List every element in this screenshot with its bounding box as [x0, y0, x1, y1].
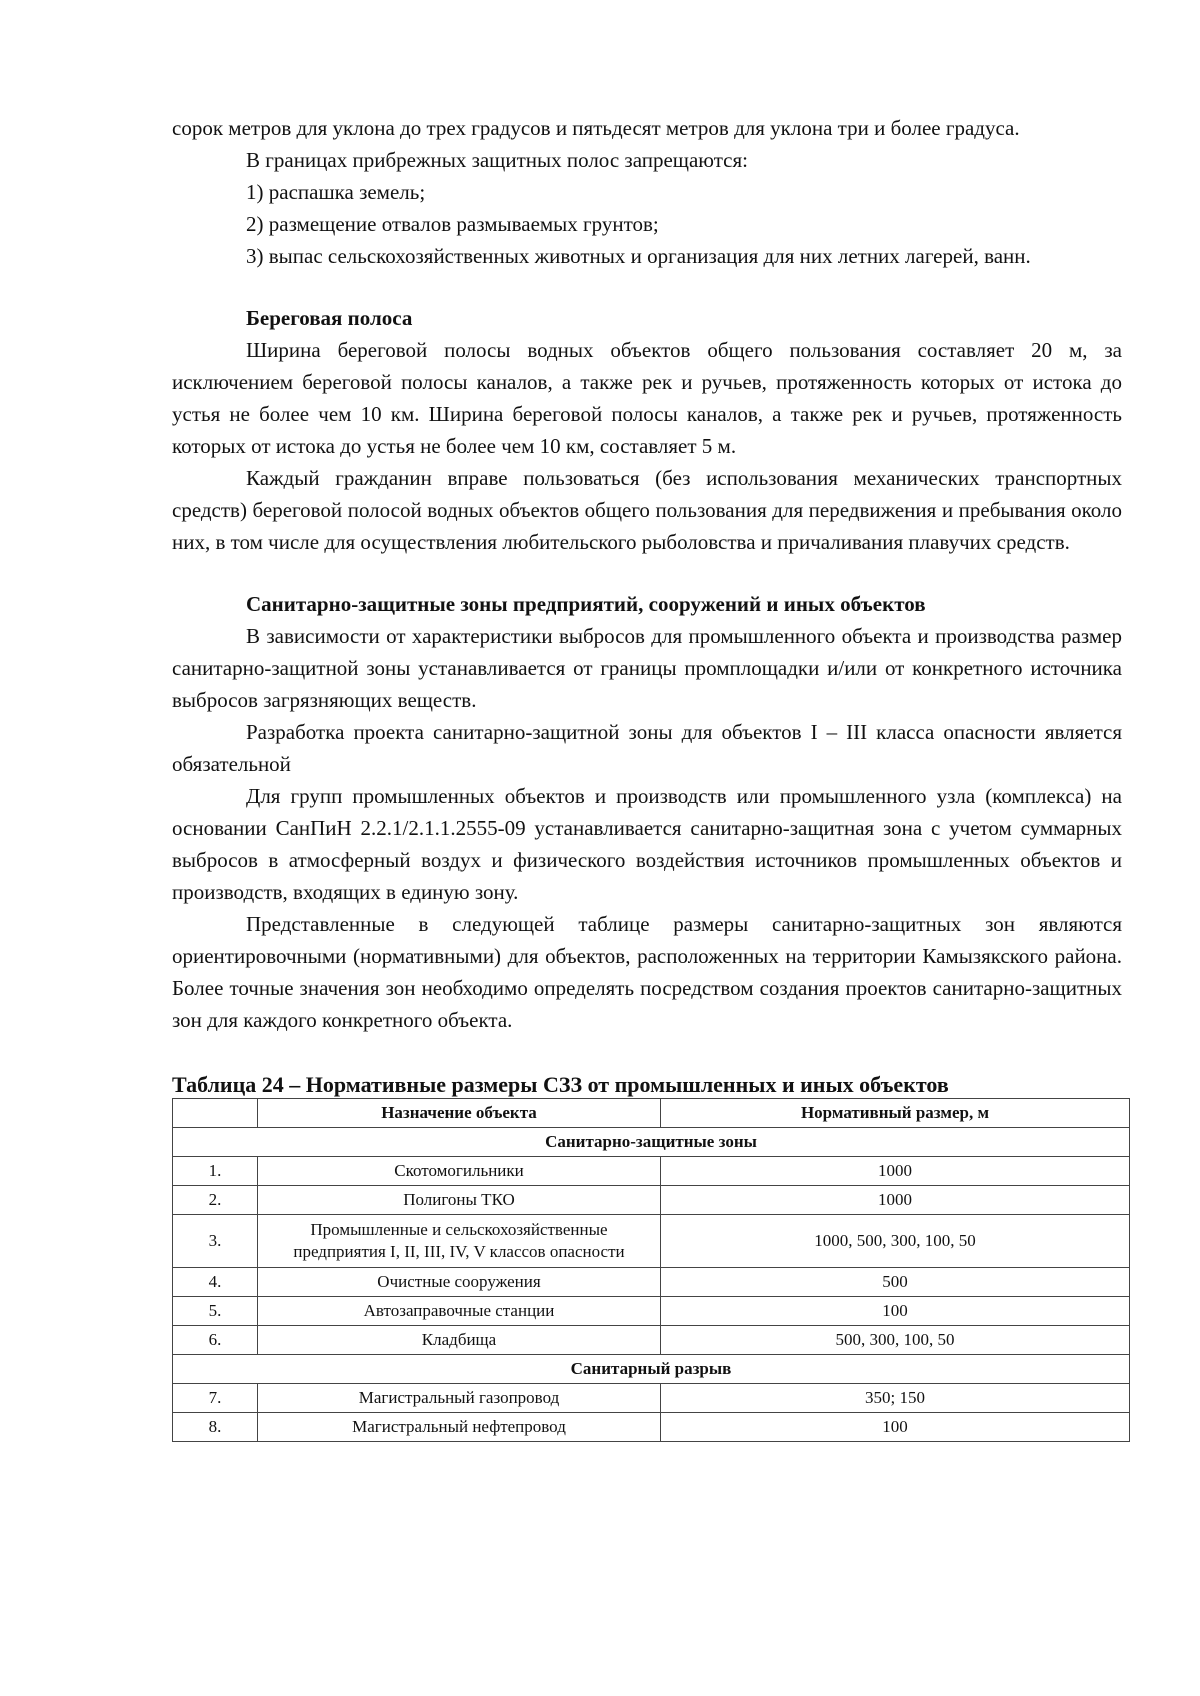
row-name: Промышленные и сельскохозяйственные предприятия I, II, III, IV, V классов опасности: [258, 1215, 661, 1268]
row-size: 100: [661, 1297, 1130, 1326]
paragraph: Ширина береговой полосы водных объектов общего пользования составляет 20 м, за исключением береговой полосы каналов, а также рек и ручьев, протяженность которых от истока до устья не более чем 10 км. Ширина береговой полосы каналов, а также рек и ручьев, протяженность которых от истока до устья не более чем 10 км, составляет 5 м.: [172, 338, 1122, 458]
paragraph: сорок метров для уклона до трех градусов и пятьдесят метров для уклона три и более градуса.: [172, 116, 1020, 140]
row-size: 500, 300, 100, 50: [661, 1326, 1130, 1355]
table-row: [173, 1413, 1130, 1442]
paragraph: Каждый гражданин вправе пользоваться (без использования механических транспортных средств) береговой полосой водных объектов общего пользования для передвижения и пребывания около них, в том числе для осуществления любительского рыболовства и причаливания плавучих средств.: [172, 466, 1122, 554]
row-name: Кладбища: [258, 1326, 661, 1355]
table-row: [173, 1157, 1130, 1186]
list-item: 1) распашка земель;: [246, 180, 426, 204]
table-row: [173, 1215, 1130, 1268]
norms-table: [172, 1098, 1130, 1442]
row-name: Полигоны ТКО: [258, 1186, 661, 1215]
row-name: Магистральный нефтепровод: [258, 1413, 661, 1442]
paragraph: Разработка проекта санитарно-защитной зоны для объектов I – III класса опасности является обязательной: [172, 720, 1122, 776]
row-size: 1000, 500, 300, 100, 50: [661, 1215, 1130, 1268]
row-num: 8.: [173, 1413, 258, 1442]
paragraph: Представленные в следующей таблице размеры санитарно-защитных зон являются ориентировочными (нормативными) для объектов, расположенных на территории Камызякского района. Более точные значения зон необходимо определять посредством создания проектов санитарно-защитных зон для каждого конкретного объекта.: [172, 912, 1122, 1032]
table-header-row: [173, 1099, 1130, 1128]
list-item: 3) выпас сельскохозяйственных животных и организация для них летних лагерей, ванн.: [246, 244, 1031, 268]
row-num: 3.: [173, 1215, 258, 1268]
row-size: 1000: [661, 1157, 1130, 1186]
row-size: 350; 150: [661, 1384, 1130, 1413]
row-name: Автозаправочные станции: [258, 1297, 661, 1326]
paragraph: Для групп промышленных объектов и производств или промышленного узла (комплекса) на основании СанПиН 2.2.1/2.1.1.2555-09 устанавливается санитарно-защитная зона с учетом суммарных выбросов в атмосферный воздух и физического воздействия источников промышленных объектов и производств, входящих в единую зону.: [172, 784, 1122, 904]
section-heading-shore: Береговая полоса: [246, 306, 413, 330]
paragraph: В зависимости от характеристики выбросов для промышленного объекта и производства размер санитарно-защитной зоны устанавливается от границы промплощадки и/или от конкретного источника выбросов загрязняющих веществ.: [172, 624, 1122, 712]
document-page: [172, 112, 1122, 1442]
table-row: [173, 1268, 1130, 1297]
table-row: [173, 1297, 1130, 1326]
table-section-row: [173, 1128, 1130, 1157]
list-item: 2) размещение отвалов размываемых грунтов;: [246, 212, 659, 236]
row-name: Очистные сооружения: [258, 1268, 661, 1297]
table-row: [173, 1326, 1130, 1355]
header-num: [173, 1099, 258, 1128]
header-name: Назначение объекта: [258, 1099, 661, 1128]
row-name: Магистральный газопровод: [258, 1384, 661, 1413]
row-size: 100: [661, 1413, 1130, 1442]
row-num: 7.: [173, 1384, 258, 1413]
table-row: [173, 1384, 1130, 1413]
row-num: 5.: [173, 1297, 258, 1326]
section-title: Санитарно-защитные зоны: [173, 1128, 1130, 1157]
row-num: 6.: [173, 1326, 258, 1355]
row-num: 1.: [173, 1157, 258, 1186]
row-name: Скотомогильники: [258, 1157, 661, 1186]
row-size: 1000: [661, 1186, 1130, 1215]
section-title: Санитарный разрыв: [173, 1355, 1130, 1384]
row-size: 500: [661, 1268, 1130, 1297]
table-row: [173, 1186, 1130, 1215]
row-num: 2.: [173, 1186, 258, 1215]
row-num: 4.: [173, 1268, 258, 1297]
table-caption: Таблица 24 – Нормативные размеры СЗЗ от промышленных и иных объектов: [172, 1072, 949, 1097]
paragraph: В границах прибрежных защитных полос запрещаются:: [246, 148, 748, 172]
section-heading-sanitary: Санитарно-защитные зоны предприятий, сооружений и иных объектов: [246, 592, 926, 616]
header-size: Нормативный размер, м: [661, 1099, 1130, 1128]
table-section-row: [173, 1355, 1130, 1384]
